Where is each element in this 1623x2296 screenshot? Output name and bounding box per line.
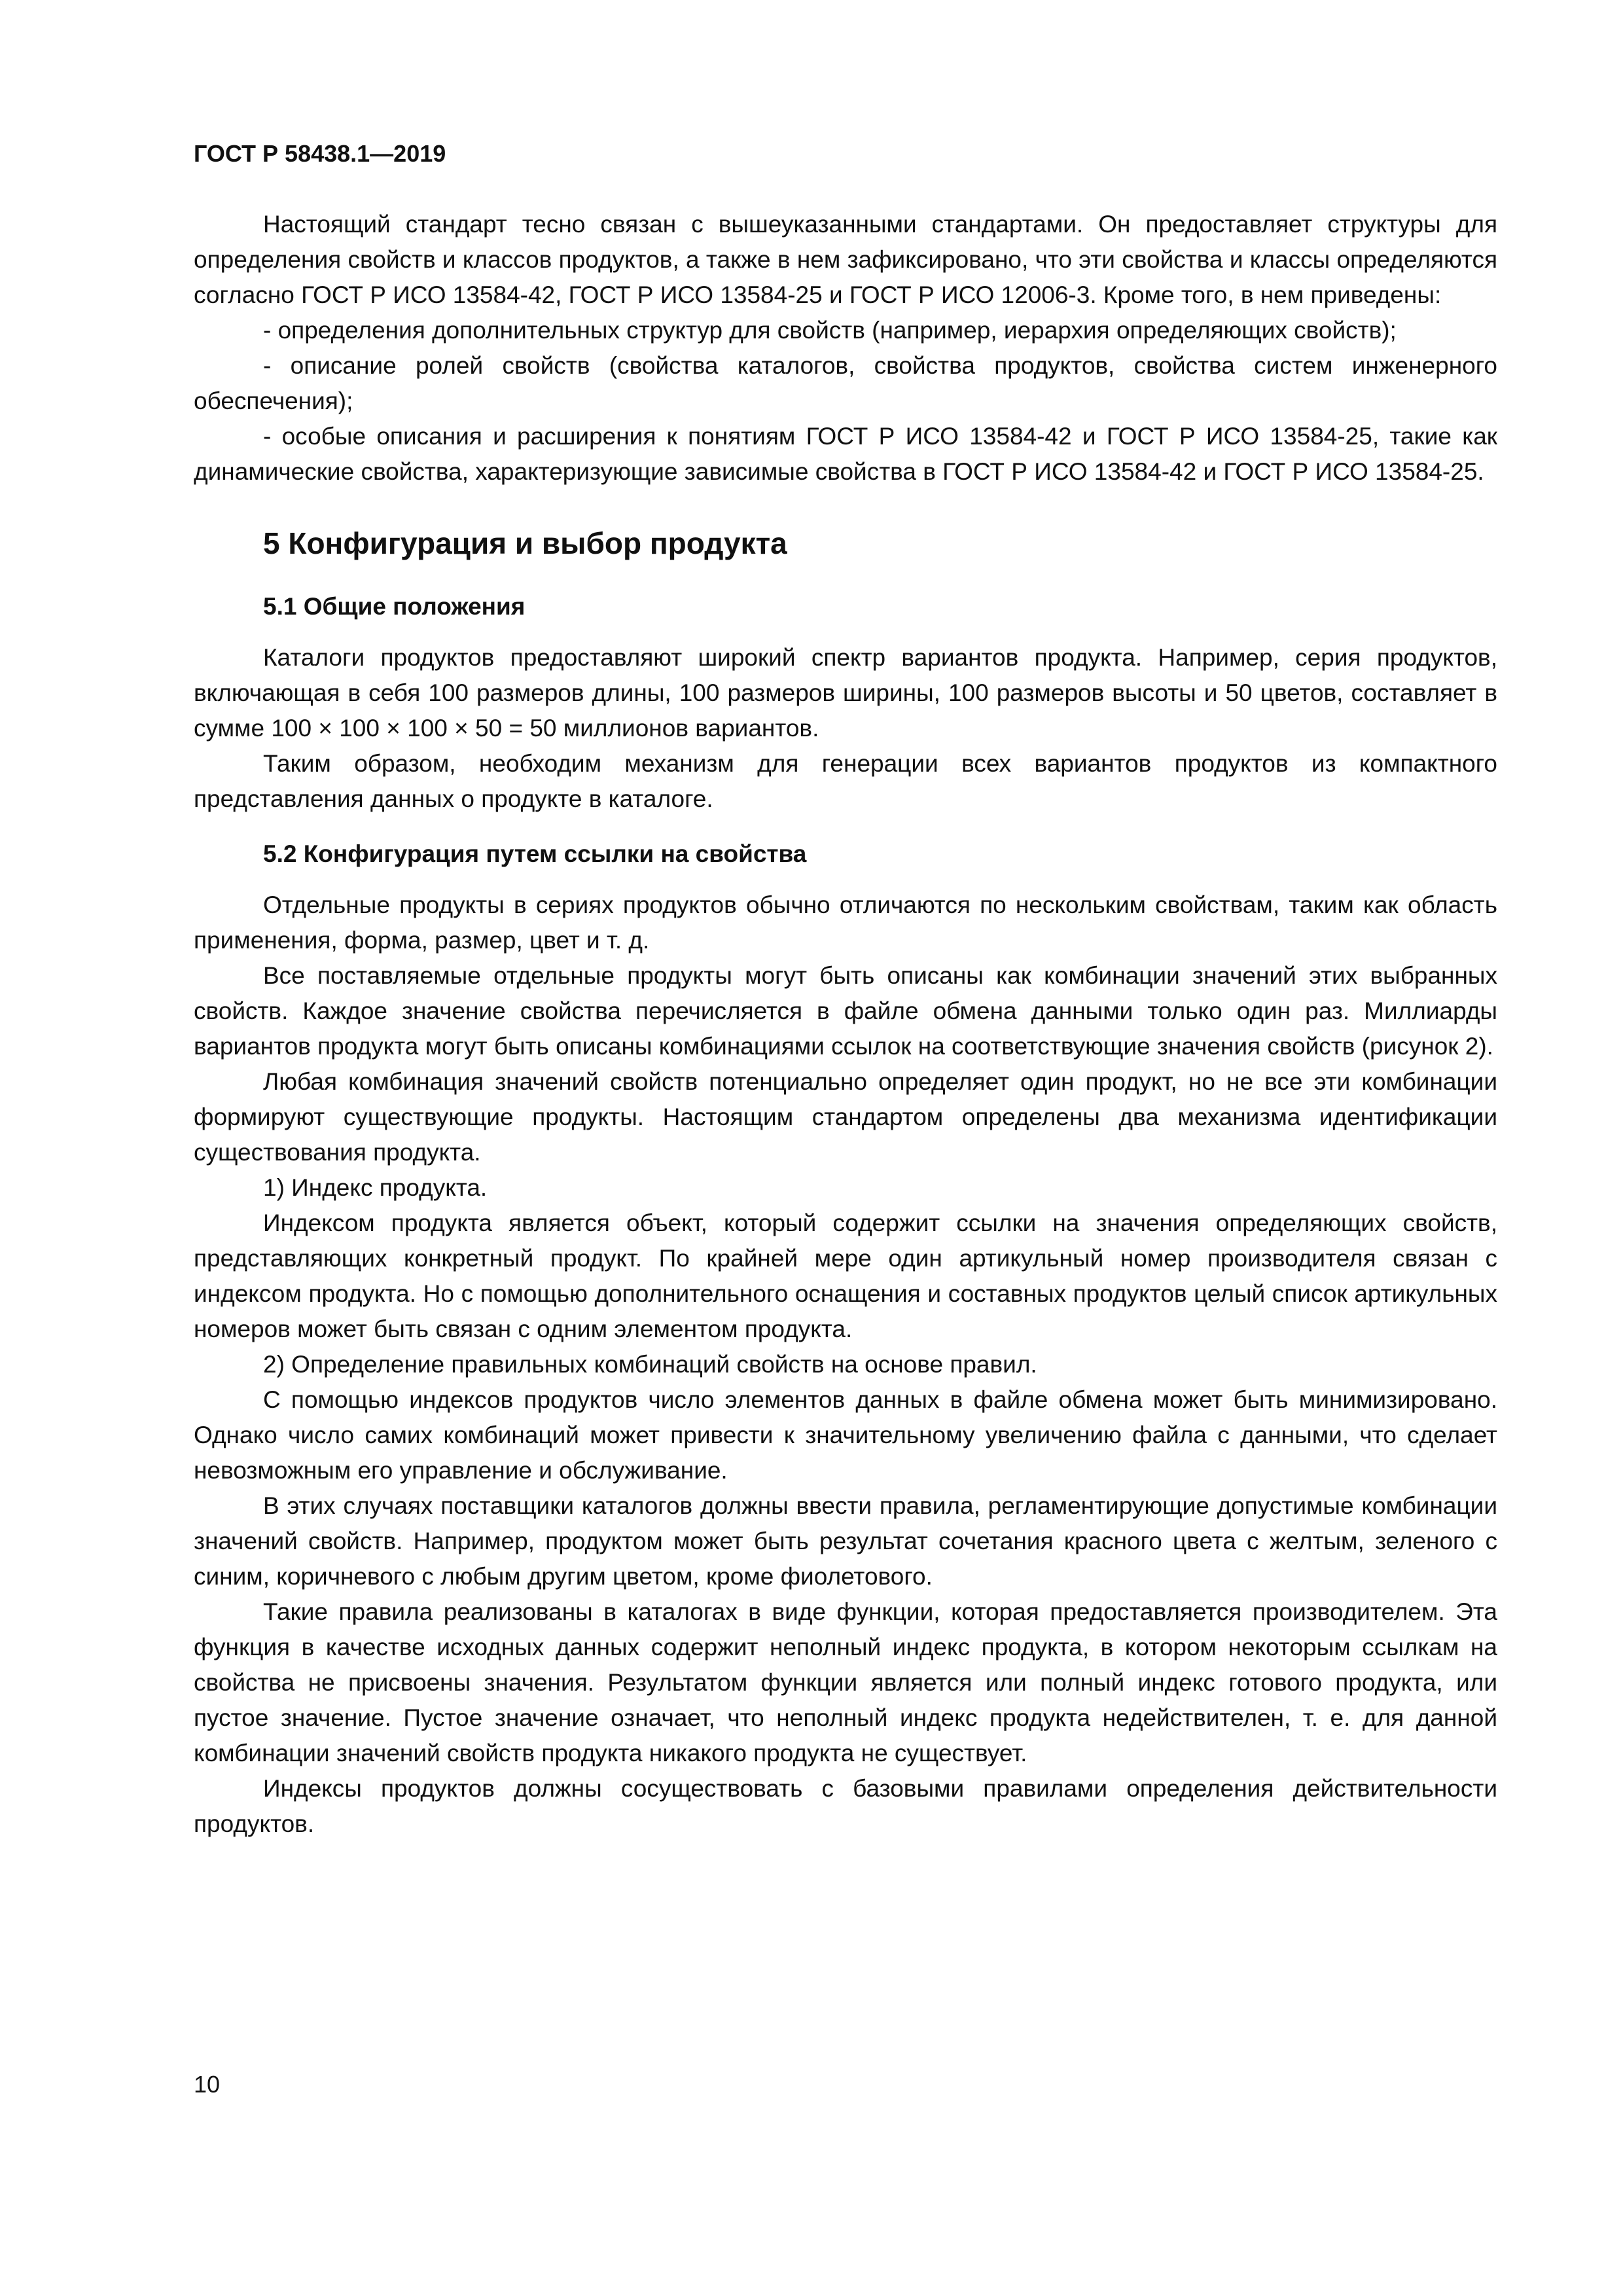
intro-list-item: - определения дополнительных структур для свойств (например, иерархия определяющих свойств);	[263, 317, 1397, 344]
intro-list-item: - особые описания и расширения к понятиям ГОСТ Р ИСО 13584-42 и ГОСТ Р ИСО 13584-25, такие как динамические свойства, характеризующие зависимые свойства в ГОСТ Р ИСО 13584-42 и ГОСТ Р ИСО 13584-25.	[194, 423, 1497, 485]
section-5-2-paragraph: Такие правила реализованы в каталогах в виде функции, которая предоставляется производителем. Эта функция в качестве исходных данных содержит неполный индекс продукта, в котором некоторым ссылкам на свойства не присвоены значения. Результатом функции является или полный индекс готового продукта, или пустое значение. Пустое значение означает, что неполный индекс продукта недействителен, т. е. для данной комбинации значений свойств продукта никакого продукта не существует.	[194, 1598, 1497, 1767]
section-5-2-list-item: 2) Определение правильных комбинаций свойств на основе правил.	[263, 1351, 1037, 1378]
section-5-title: 5 Конфигурация и выбор продукта	[263, 526, 787, 560]
section-5-2-paragraph: Отдельные продукты в сериях продуктов обычно отличаются по нескольким свойствам, таким как область применения, форма, размер, цвет и т. д.	[194, 891, 1497, 954]
section-5-2-paragraph: Индексы продуктов должны сосуществовать с базовыми правилами определения действительности продуктов.	[194, 1775, 1497, 1837]
section-5-1-title: 5.1 Общие положения	[263, 593, 526, 620]
section-5-2-paragraph: В этих случаях поставщики каталогов должны ввести правила, регламентирующие допустимые комбинации значений свойств. Например, продуктом может быть результат сочетания красного цвета с желтым, зеленого с синим, коричневого с любым другим цветом, кроме фиолетового.	[194, 1492, 1497, 1590]
section-5-2-paragraph: С помощью индексов продуктов число элементов данных в файле обмена может быть минимизировано. Однако число самих комбинаций может привести к значительному увеличению файла с данными, что сделает невозможным его управление и обслуживание.	[194, 1386, 1497, 1484]
section-5-1-paragraph: Таким образом, необходим механизм для генерации всех вариантов продуктов из компактного представления данных о продукте в каталоге.	[194, 750, 1497, 812]
document-page	[194, 137, 1497, 1842]
section-5-1-paragraph: Каталоги продуктов предоставляют широкий спектр вариантов продукта. Например, серия продуктов, включающая в себя 100 размеров длины, 100 размеров ширины, 100 размеров высоты и 50 цветов, составляет в сумме 100 × 100 × 100 × 50 = 50 миллионов вариантов.	[194, 644, 1497, 742]
intro-paragraph: Настоящий стандарт тесно связан с вышеуказанными стандартами. Он предоставляет структуры для определения свойств и классов продуктов, а также в нем зафиксировано, что эти свойства и классы определяются согласно ГОСТ Р ИСО 13584-42, ГОСТ Р ИСО 13584-25 и ГОСТ Р ИСО 12006-3. Кроме того, в нем приведены:	[194, 211, 1497, 308]
section-5-2-paragraph: Все поставляемые отдельные продукты могут быть описаны как комбинации значений этих выбранных свойств. Каждое значение свойства перечисляется в файле обмена данными только один раз. Миллиарды вариантов продукта могут быть описаны комбинациями ссылок на соответствующие значения свойств (рисунок 2).	[194, 962, 1497, 1060]
document-code-header: ГОСТ Р 58438.1—2019	[194, 140, 446, 167]
section-5-2-paragraph: Индексом продукта является объект, который содержит ссылки на значения определяющих свойств, представляющих конкретный продукт. По крайней мере один артикульный номер производителя связан с индексом продукта. Но с помощью дополнительного оснащения и составных продуктов целый список артикульных номеров может быть связан с одним элементом продукта.	[194, 1210, 1497, 1342]
section-5-2-list-item: 1) Индекс продукта.	[263, 1174, 488, 1201]
intro-list-item: - описание ролей свойств (свойства каталогов, свойства продуктов, свойства систем инженерного обеспечения);	[194, 352, 1497, 414]
section-5-2-title: 5.2 Конфигурация путем ссылки на свойства	[263, 840, 807, 867]
section-5-2-paragraph: Любая комбинация значений свойств потенциально определяет один продукт, но не все эти комбинации формируют существующие продукты. Настоящим стандартом определены два механизма идентификации существования продукта.	[194, 1068, 1497, 1166]
page-number: 10	[194, 2071, 221, 2098]
